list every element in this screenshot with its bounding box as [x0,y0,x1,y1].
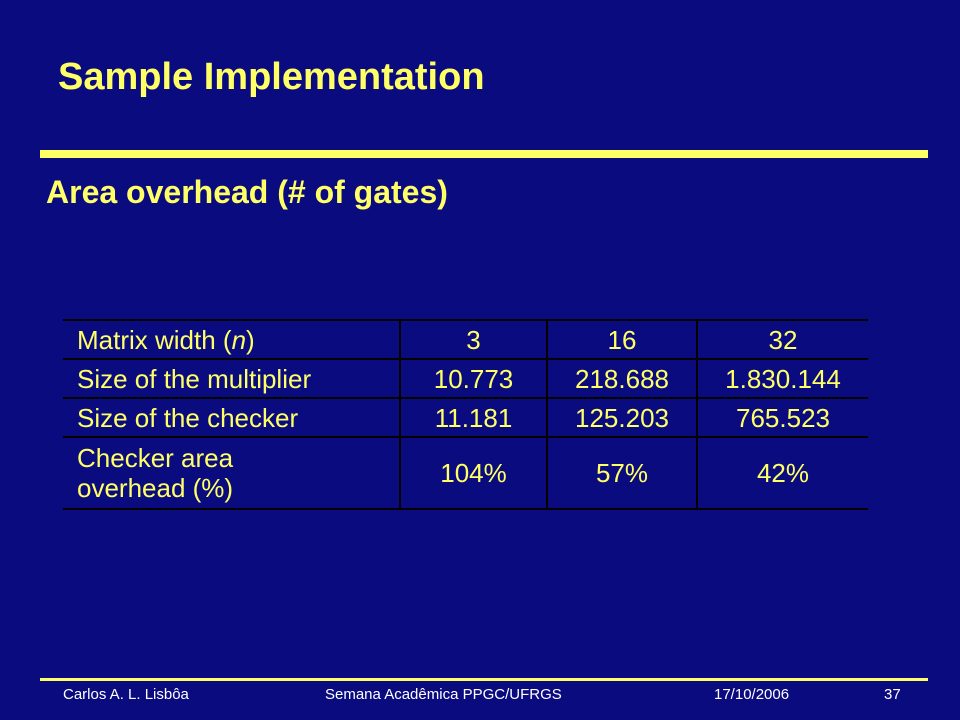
table-cell: 104% [400,437,547,509]
table-cell: 3 [400,320,547,359]
table-cell: 16 [547,320,697,359]
table-row [63,359,868,398]
footer-event: Semana Acadêmica PPGC/UFRGS [325,686,562,703]
row-label: Matrix width (n) [63,320,400,359]
table-row [63,437,868,509]
table-cell: 125.203 [547,398,697,437]
footer-date: 17/10/2006 [714,686,790,703]
slide-subtitle: Area overhead (# of gates) [46,174,448,210]
slide-title: Sample Implementation [58,56,485,98]
table-cell: 765.523 [697,398,868,437]
table-cell: 10.773 [400,359,547,398]
row-label: Size of the multiplier [63,359,400,398]
table-row [63,320,868,359]
table-cell: 1.830.144 [697,359,868,398]
row-label: Size of the checker [63,398,400,437]
table-row [63,398,868,437]
footer-page-number: 37 [884,686,901,703]
footer-author: Carlos A. L. Lisbôa [63,686,189,703]
footer-divider [40,678,928,681]
table-cell: 11.181 [400,398,547,437]
table-cell: 42% [697,437,868,509]
table-cell: 218.688 [547,359,697,398]
area-overhead-table [63,319,868,510]
row-label: Checker area overhead (%) [63,437,400,509]
title-divider [40,150,928,158]
table-cell: 32 [697,320,868,359]
table-cell: 57% [547,437,697,509]
